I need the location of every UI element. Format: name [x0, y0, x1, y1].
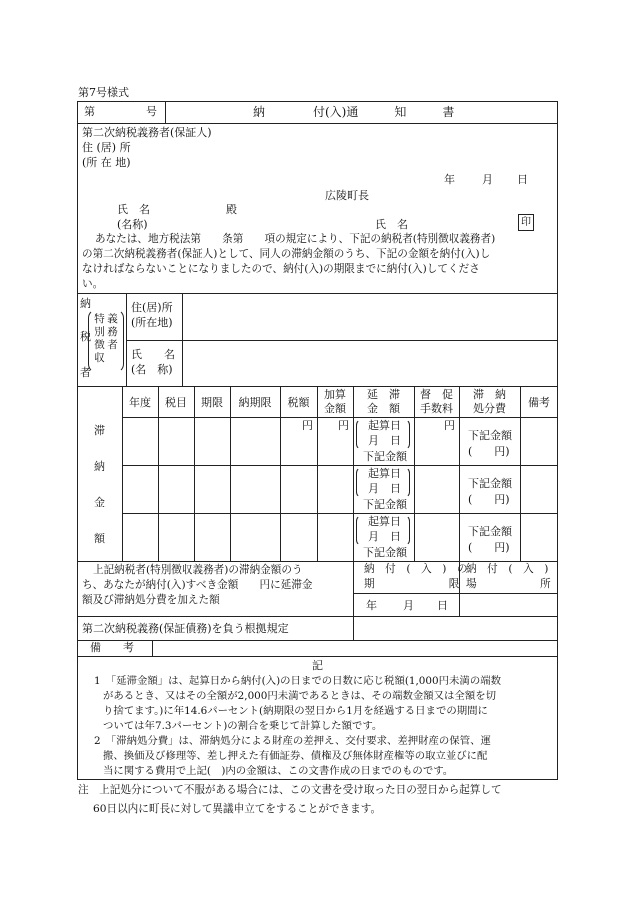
due-year: 年	[366, 599, 377, 612]
basis-label: 第二次納税義務(保証債務)を負う根拠規定	[82, 622, 289, 635]
summary-text-1: 上記納税者(特別徴収義務者)の滞納金額のう	[93, 564, 303, 576]
notes-heading: 記	[312, 659, 323, 672]
obligor-address-label: 住 (居) 所	[82, 141, 131, 154]
obligor-location-label: (所 在 地)	[82, 156, 131, 169]
seal-mark: 印	[518, 214, 534, 231]
col-header-due-date: 納期限	[238, 396, 272, 409]
below-amount-disp-row-1: 下記金額	[468, 429, 512, 442]
below-amount-disp-row-2: 下記金額	[468, 477, 512, 490]
number-suffix: 号	[146, 105, 157, 118]
honorific: 殿	[226, 203, 237, 216]
taxpayer-vlabel-bottom: 税	[80, 330, 91, 343]
arrears-side-label: 滞 納 金 額	[94, 424, 105, 545]
due-month: 月	[403, 599, 414, 612]
frame-right	[557, 101, 558, 780]
below-amount-late-row-1: 下記金額	[363, 450, 407, 463]
note-1-line-4: ついては年7.3パーセント)の割合を乗じて計算した額です。	[103, 720, 383, 732]
col-header-note: 備考	[528, 396, 550, 409]
date-month: 月	[482, 173, 493, 186]
col-header-disp-1: 滞 納	[473, 388, 506, 401]
yen-paren-row-2: ( 円)	[468, 493, 510, 506]
col-header-item: 税目	[165, 396, 187, 409]
below-amount-disp-row-3: 下記金額	[468, 525, 512, 538]
summary-text-3: 額及び滞納処分費を加えた額	[82, 594, 220, 606]
due-label-1: 納 付 ( 入 ) の	[364, 563, 468, 575]
paren-col-obligor: 義 務 者	[107, 313, 118, 351]
taxpayer-address-label-2: (所在地)	[131, 316, 173, 329]
note-1-line-2: があるとき、又はその全額が2,000円未満であるときは、その端数金額又は全額を切	[103, 690, 496, 702]
calc-start-row-2: 起算日	[368, 467, 401, 480]
month-day-row-3: 月 日	[368, 530, 401, 543]
note-2-line-1: 2 「滞納処分費」は、滞納処分による財産の差押え、交付要求、差押財産の保管、運	[94, 735, 491, 747]
footer-line-1: 注 上記処分について不服がある場合には、この文書を受け取った日の翌日から起算して	[78, 784, 502, 796]
tax-unit-yen: 円	[302, 419, 313, 432]
obligor-heading: 第二次納税義務者(保証人)	[82, 126, 212, 139]
summary-text-2: ち、あなたが納付(入)すべき金額 円に延滞金	[82, 579, 313, 591]
below-amount-late-row-2: 下記金額	[363, 498, 407, 511]
issuer-name: 広陵町長	[325, 189, 369, 202]
date-day: 日	[517, 173, 528, 186]
number-prefix: 第	[84, 105, 95, 118]
body-line-4: い。	[82, 278, 104, 290]
paren-col-special-collection: 特 別 徴 収	[94, 313, 105, 364]
obligor-name-label: 氏 名	[117, 203, 150, 216]
month-day-row-1: 月 日	[368, 434, 401, 447]
note-2-line-2: 搬、換価及び修理等、差し押えた有価証券、債権及び無体財産権等の取立並びに配	[103, 750, 488, 762]
frame-bottom	[77, 779, 558, 780]
note-2-line-3: 当に関する費用で上記( )内の金額は、この文書作成の日までのものです。	[103, 765, 454, 777]
col-header-year: 年度	[129, 396, 151, 409]
footer-line-2: 60日以内に町長に対して異議申立てをすることができます。	[93, 803, 382, 815]
month-day-row-2: 月 日	[368, 482, 401, 495]
calc-start-row-1: 起算日	[368, 419, 401, 432]
place-label-2: 場 所	[466, 578, 551, 590]
col-header-late-2: 金 額	[367, 402, 400, 415]
taxpayer-vlabel-end: 者	[80, 366, 91, 379]
taxpayer-vlabel-top: 納	[80, 297, 91, 310]
col-header-dun-2: 手数料	[420, 402, 453, 415]
dun-unit-yen: 円	[444, 419, 455, 432]
document-title: 納 付(入)通 知 書	[253, 105, 455, 119]
addl-unit-yen: 円	[338, 419, 349, 432]
col-header-dun-1: 督 促	[420, 388, 453, 401]
col-header-addl-1: 加算	[324, 388, 346, 401]
below-amount-late-row-3: 下記金額	[363, 546, 407, 559]
remarks-label: 備 考	[90, 641, 134, 654]
issuer-name-label: 氏 名	[375, 218, 408, 231]
due-label-2: 期 限	[364, 578, 460, 590]
col-header-deadline: 期限	[201, 396, 223, 409]
frame-top	[77, 101, 558, 102]
col-header-tax: 税額	[287, 396, 310, 409]
col-header-addl-2: 金額	[324, 402, 346, 415]
taxpayer-address-label-1: 住(居)所	[131, 301, 173, 314]
due-day: 日	[437, 599, 448, 612]
form-number-label: 第7号様式	[78, 86, 129, 99]
calc-start-row-3: 起算日	[368, 515, 401, 528]
yen-paren-row-1: ( 円)	[468, 445, 510, 458]
body-line-1: あなたは、地方税法第 条第 項の規定により、下記の納税者(特別徴収義務者)	[95, 233, 496, 245]
place-label-1: 納 付 ( 入 )	[466, 563, 549, 575]
taxpayer-name-label-2: (名 称)	[131, 363, 173, 376]
taxpayer-name-label-1: 氏 名	[131, 348, 175, 361]
yen-paren-row-3: ( 円)	[468, 541, 510, 554]
body-line-3: なければならないことになりましたので、納付(入)の期限までに納付(入)してくださ	[82, 263, 480, 275]
obligor-corp-label: (名称)	[117, 218, 148, 231]
date-year: 年	[444, 173, 455, 186]
note-1-line-1: 1 「延滞金額」は、起算日から納付(入)の日までの日数に応じ税額(1,000円未満の端数	[94, 675, 501, 687]
note-1-line-3: り捨てます。)に年14.6パーセント(納期限の翌日から1月を経過する日までの期間に	[103, 705, 488, 717]
col-header-disp-2: 処分費	[473, 402, 506, 415]
body-line-2: の第二次納税義務者(保証人)として、同人の滞納金額のうち、下記の金額を納付(入)し	[82, 248, 491, 260]
col-header-late-1: 延 滞	[367, 388, 400, 401]
